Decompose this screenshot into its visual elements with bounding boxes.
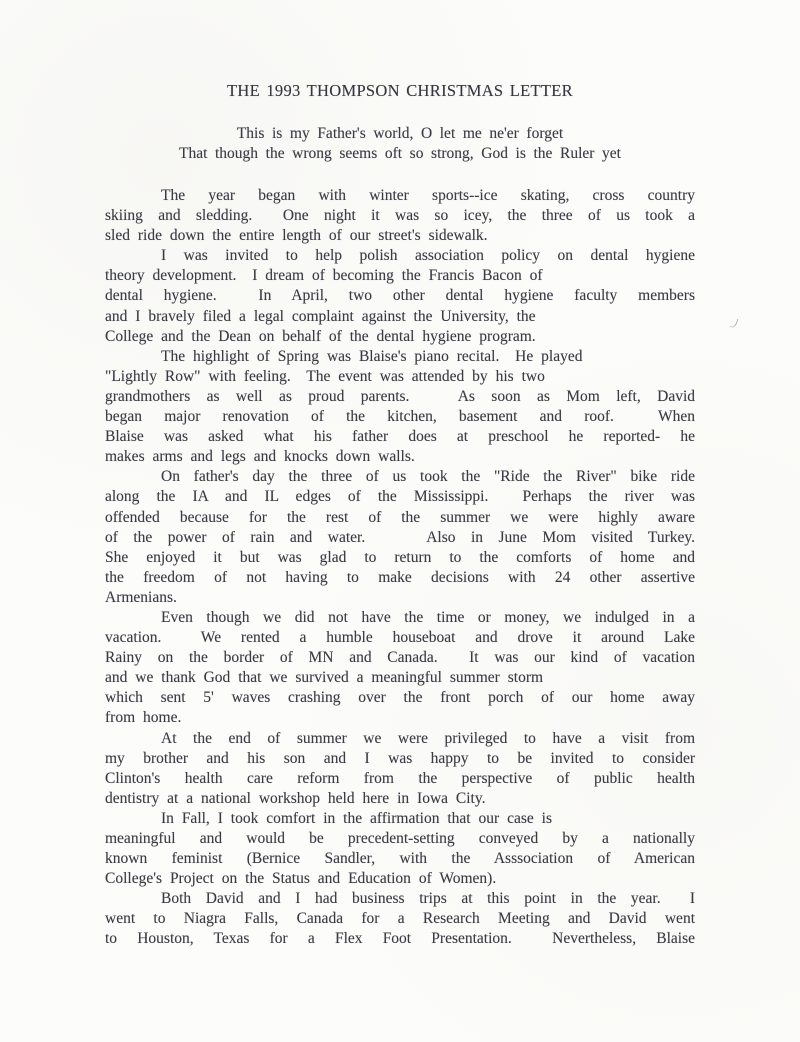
letter-line: "Lightly Row" with feeling. The event was attended by his two [105,367,545,385]
letter-line: began major renovation of the kitchen, basement and roof. When [105,408,695,426]
letter-line: went to Niagra Falls, Canada for a Research Meeting and David went [105,910,695,928]
letter-line: Blaise was asked what his father does at preschool he reported- he [105,428,695,446]
paragraph [105,809,695,889]
letter-line: Both David and I had business trips at this point in the year. I [161,890,695,908]
letter-line: offended because for the rest of the summer we were highly aware [105,508,695,526]
letter-line: my brother and his son and I was happy to be invited to consider [105,749,695,767]
letter-line: along the IA and IL edges of the Mississippi. Perhaps the river was [105,488,695,506]
letter-line: grandmothers as well as proud parents. As soon as Mom left, David [105,387,695,405]
paragraph [105,186,695,246]
letter-title: THE 1993 THOMPSON CHRISTMAS LETTER [226,81,573,100]
letter-line: The year began with winter sports--ice skating, cross country [161,187,695,204]
letter-line: theory development. I dream of becoming the Francis Bacon of [105,267,543,285]
letter-line: and we thank God that we survived a meaningful summer storm [105,669,544,687]
letter-line: meaningful and would be precedent-setting conveyed by a nationally [105,830,695,847]
letter-line: College and the Dean on behalf of the dental hygiene program. [105,327,536,345]
letter-line: At the end of summer we were privileged to have a visit from [161,729,695,747]
letter-line: Rainy on the border of MN and Canada. It was our kind of vacation [105,649,695,667]
letter-line: sled ride down the entire length of our street's sidewalk. [105,227,488,245]
paragraph [105,246,695,346]
letter-line: and I bravely filed a legal complaint against the University, the [105,307,536,325]
letter-line: skiing and sledding. One night it was so icey, the three of us took a [105,207,695,225]
epigraph [0,124,800,164]
letter-line: On father's day the three of us took the "Ride the River" bike ride [161,468,695,486]
letter-line: known feminist (Bernice Sandler, with the Asssociation of American [105,850,695,868]
letter-body [105,186,695,950]
letter-line: Armenians. [105,588,177,606]
letter-line: vacation. We rented a humble houseboat and drove it around Lake [105,629,695,647]
paragraph [105,608,695,729]
epigraph-line: This is my Father's world, O let me ne'er forget [236,125,564,142]
letter-line: Clinton's health care reform from the perspective of public health [105,769,695,787]
letter-line: to Houston, Texas for a Flex Foot Presentation. Nevertheless, Blaise [105,930,695,948]
scan-artifact-mark [730,317,739,328]
letter-line: I was invited to help polish association policy on dental hygiene [161,247,695,265]
letter-line: which sent 5' waves crashing over the front porch of our home away [105,689,695,707]
paragraph [105,889,695,949]
letter-line: The highlight of Spring was Blaise's piano recital. He played [161,347,583,365]
epigraph-line: That though the wrong seems oft so strong, God is the Ruler yet [179,145,621,163]
letter-line: makes arms and legs and knocks down walls. [105,448,415,466]
paragraph [105,347,695,468]
letter-line: In Fall, I took comfort in the affirmation that our case is [161,809,552,827]
letter-line: She enjoyed it but was glad to return to the comforts of home and [105,548,695,566]
paragraph [105,467,695,608]
paragraph [105,729,695,809]
letter-line: College's Project on the Status and Education of Women). [105,870,497,888]
letter-line: of the power of rain and water. Also in June Mom visited Turkey. [105,528,695,546]
letter-line: dentistry at a national workshop held here in Iowa City. [105,789,486,807]
letter-line: Even though we did not have the time or money, we indulged in a [161,608,695,626]
letter-line: the freedom of not having to make decisions with 24 other assertive [105,568,695,586]
letter-line: dental hygiene. In April, two other dental hygiene faculty members [105,287,695,305]
letter-line: from home. [105,709,182,727]
